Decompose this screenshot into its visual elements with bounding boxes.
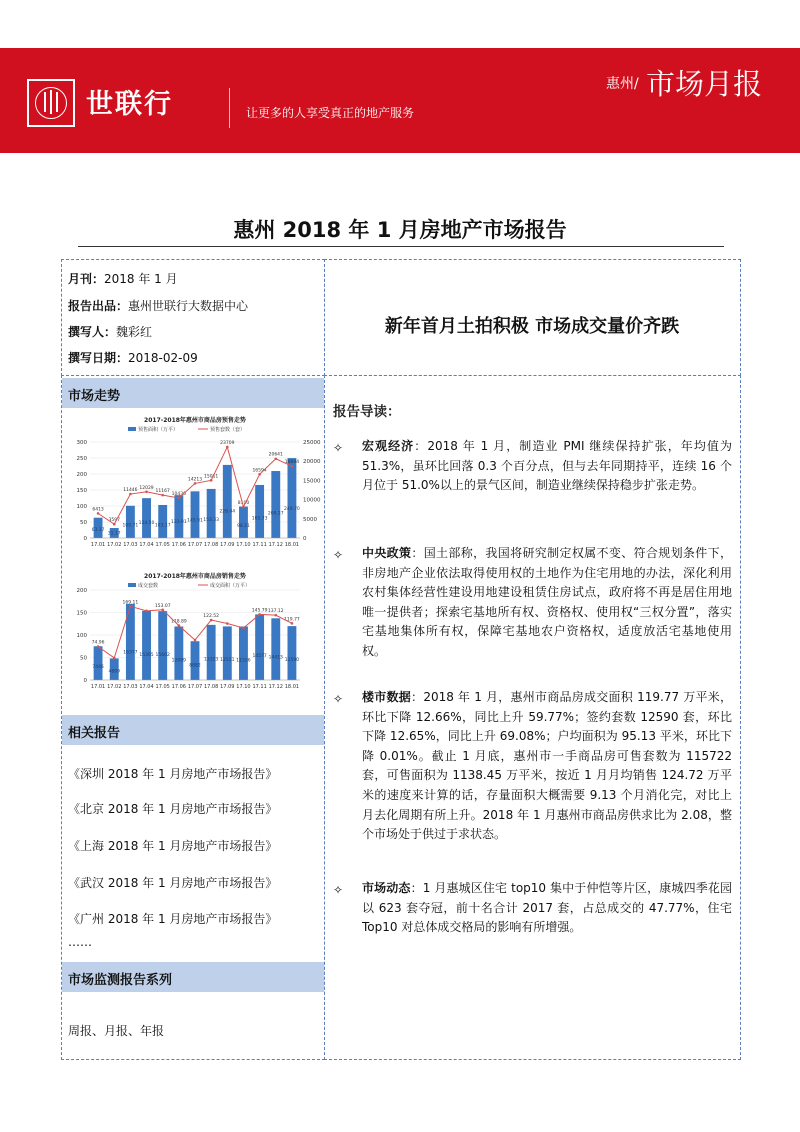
guide-item-data: 楼市数据：2018 年 1 月，惠州市商品房成交面积 119.77 万平米，环比下降 12.66%，同比上升 59.77%；签约套数 12590 套，环比下降 12.65%，同比上升 69.08%；户均面积为 95.13 平米，环比下降 0.01%。截止 1 月底，惠州市一手商品房可售套数为 115722 套，可售面积为 1138.45 万平米，按近 1 月月均销售 124.72 万平米的速度来计算的话，存量面积大概需要 9.13 个月消化完，对比上月去化周期有所上升。2018 年 1 月惠州市商品房供求比为 2.08，整个市场处于供过于求状态。 [362,690,732,842]
section-related: 相关报告 [62,715,324,745]
x-tick: 17.06 [171,542,187,548]
line-label: 11167 [155,489,170,495]
bar-label: 124.50 [138,521,155,527]
bar-label: 7446 [92,665,104,671]
line-point [97,645,100,648]
x-tick: 17.09 [220,684,235,690]
bar-label: 100.71 [122,523,139,529]
bar [158,611,167,680]
line-point [178,497,181,500]
line-point [291,465,294,468]
bar-label: 14413 [268,655,283,661]
report-type: 市场月报 [646,67,763,101]
line-point [226,622,229,625]
bar-label: 4899 [108,669,120,675]
line-point [194,482,197,485]
bar [239,626,248,680]
chart-title: 2017-2018年惠州市商品房销售走势 [144,573,246,580]
bullet-icon: ✧ [333,441,344,455]
bar-label: 165.73 [251,516,268,522]
bar [126,506,135,538]
line-label: 11446 [123,488,138,494]
legend-label: 预售套数（套） [210,427,246,433]
related-report-link[interactable]: 《北京 2018 年 1 月房地产市场报告》 [68,802,278,816]
y-right-tick: 5000 [303,516,317,523]
line-point [161,608,164,611]
x-tick: 17.12 [268,542,283,548]
line-point [97,512,100,515]
line-point [226,446,229,449]
bar [174,626,183,680]
report-city: 惠州/ [606,76,639,92]
bar [255,614,264,680]
x-tick: 18.01 [284,684,300,690]
line-label: 14213 [187,477,203,483]
bar [239,507,248,538]
line-label: 23709 [220,440,235,446]
bar [191,641,200,680]
bar [207,625,216,680]
x-tick: 17.11 [252,684,267,690]
x-tick: 17.01 [90,542,106,548]
author-line: 撰写人：魏彩红 [68,325,153,339]
guide-item-dynamics: 市场动态：1 月惠城区住宅 top10 集中于仲恺等片区，康城四季花园以 623 套夺冠，前十名合计 2017 套，占总成交的 47.77%，住宅 Top10 对总体成交格局的影响有所增强。 [362,881,732,935]
x-tick: 17.05 [155,542,170,548]
bar-label: 13323 [203,657,219,663]
bar-label: 249.70 [284,507,300,513]
title-divider [78,246,724,247]
y-left-tick: 50 [80,520,87,526]
guide-item-policy: 中央政策：国土部称，我国将研究制定权属不变、符合规划条件下，非房地产企业依法取得使用权的土地作为住宅用地的办法，深化利用农村集体经营性建设用地建设租赁住房试点，政府将不再是居住用地唯一提供者；探索宅基地所有权、资格权、使用权“三权分置”，落实宅基地集体所有权，保障宅基地农户资格权，适度放活宅基地使用权。 [362,546,732,658]
bar [287,626,296,680]
line-label: 118.89 [170,619,187,625]
line-point [113,523,116,526]
page-title: 惠州 2018 年 1 月房地产市场报告 [233,218,567,242]
line-point [274,614,277,617]
line-point [258,613,261,616]
x-tick: 17.05 [155,684,170,690]
brand-logo-icon [27,79,75,127]
line-point [274,457,277,460]
y-left-tick: 300 [76,440,87,446]
x-tick: 17.01 [90,684,106,690]
x-tick: 17.06 [171,684,187,690]
x-tick: 17.03 [123,542,138,548]
line-label: 12029 [139,485,154,491]
bar [191,491,200,538]
bar-label: 145.91 [187,518,203,524]
line-label: 122.52 [203,614,220,620]
bar-label: 228.44 [219,509,236,515]
related-report-link[interactable]: 《上海 2018 年 1 月房地产市场报告》 [68,839,278,853]
x-tick: 17.04 [139,684,154,690]
line-label: 153.07 [154,603,171,609]
y-left-tick: 250 [76,456,87,462]
y-right-tick: 15000 [303,478,321,485]
bar [223,626,232,680]
bar-label: 14577 [252,654,267,660]
section-series: 市场监测报告系列 [62,962,324,992]
date-line: 撰写日期：2018-02-09 [68,351,198,365]
line-label: 6413 [92,507,104,513]
bar-label: 12089 [171,658,187,664]
bar [271,471,280,538]
x-tick: 17.09 [220,542,235,548]
bar-label: 209.27 [267,511,284,517]
bar-label: 103.17 [154,523,171,529]
producer-line: 报告出品：惠州世联行大数据中心 [68,299,249,313]
legend-swatch [128,583,136,587]
x-tick: 17.03 [123,684,138,690]
line-point [129,605,132,608]
section-market-trend: 市场走势 [62,378,324,408]
bar [207,489,216,538]
y-left-tick: 0 [83,678,87,684]
bar [287,458,296,538]
presale-chart-svg [64,414,322,554]
x-tick: 17.07 [187,542,203,548]
line-label: 10430 [171,491,187,497]
legend-swatch [128,427,136,431]
related-report-link[interactable]: 《深圳 2018 年 1 月房地产市场报告》 [68,767,278,781]
bar-label: 15365 [139,652,154,658]
bar [158,505,167,538]
line-label: 8100 [237,500,250,506]
line-label: 145.79 [251,608,268,614]
line-label: 119.77 [284,617,300,623]
line-label: 169.11 [122,600,139,606]
bar [94,646,103,680]
bar [223,465,232,538]
line-point [113,657,116,660]
legend-label: 预售面积（万平） [138,427,179,433]
line-point [291,622,294,625]
headline: 新年首月土拍积极 市场成交量价齐跌 [384,316,680,337]
related-report-link[interactable]: 《广州 2018 年 1 月房地产市场报告》 [68,912,278,926]
bar [142,611,151,680]
bar [174,495,183,538]
x-tick: 17.04 [139,542,154,548]
bar [142,498,151,538]
y-left-tick: 150 [76,610,87,617]
line-label: 74.96 [91,640,105,646]
bar-label: 98.21 [237,524,250,530]
guide-title: 报告导读： [333,404,401,420]
x-tick: 17.08 [203,684,219,690]
x-tick: 17.02 [107,684,122,690]
line-label: 137.12 [267,609,284,615]
bar-label: 63.37 [91,527,105,533]
line-point [129,493,132,496]
line-label: 16594 [252,468,267,474]
bullet-icon: ✧ [333,692,344,706]
bar-label: 12551 [220,658,235,664]
related-more: …… [68,935,92,949]
line-label: 18694 [284,460,300,466]
y-right-tick: 25000 [303,440,321,446]
line-point [258,473,261,476]
x-tick: 17.02 [107,542,122,548]
y-left-tick: 150 [76,488,87,494]
line-point [145,491,148,494]
line-point [242,627,245,630]
bar-label: 8882 [189,663,201,669]
y-left-tick: 100 [76,633,87,639]
presale-chart [64,414,322,558]
line-label: 20641 [268,452,283,458]
sales-chart-svg [64,570,322,700]
bar-label: 133.91 [170,520,187,526]
series-text: 周报、月报、年报 [68,1024,165,1038]
line-point [145,610,148,613]
bar-label: 31.17 [107,531,121,537]
bar-label: 15602 [155,652,170,658]
issue-line: 月刊：2018 年 1 月 [68,272,178,286]
x-tick: 18.01 [284,542,300,548]
line-point [242,506,245,509]
sales-chart [64,570,322,704]
bar-label: 153.33 [203,517,220,523]
line-point [178,624,181,627]
y-left-tick: 100 [76,504,87,510]
y-right-tick: 20000 [303,459,321,466]
y-left-tick: 200 [76,588,87,594]
bar [255,485,264,538]
y-right-tick: 0 [303,536,307,542]
line-label: 15011 [203,474,219,480]
related-report-link[interactable]: 《武汉 2018 年 1 月房地产市场报告》 [68,876,278,890]
x-tick: 17.10 [236,684,251,690]
x-tick: 17.07 [187,684,203,690]
line-point [161,494,164,497]
guide-item-macro: 宏观经济：2018 年 1 月，制造业 PMI 继续保持扩张，年均值为 51.3%，虽环比回落 0.3 个百分点，但与去年同期持平，连续 16 个月位于 51.0%以上的景气区间，制造业继续保持稳步扩张走势。 [362,439,732,493]
line-point [194,639,197,642]
brand-slogan: 让更多的人享受真正的地产服务 [246,106,415,120]
x-tick: 17.08 [203,542,219,548]
line-point [210,619,213,622]
x-tick: 17.11 [252,542,267,548]
brand-name: 世联行 [86,89,173,120]
y-left-tick: 0 [83,536,87,542]
line-point [210,479,213,482]
x-tick: 17.12 [268,684,283,690]
bullet-icon: ✧ [333,883,344,897]
y-right-tick: 10000 [303,497,321,504]
y-left-tick: 50 [80,655,87,662]
x-tick: 17.10 [236,542,251,548]
chart-title: 2017-2018年惠州市商品房预售走势 [144,417,246,424]
bar-label: 16377 [123,650,138,656]
bar-label: 12590 [284,658,300,664]
line-label: 3597 [108,518,120,524]
legend-label: 成交套数 [138,583,159,589]
y-left-tick: 200 [76,472,87,478]
bar-label: 11556 [236,658,251,664]
bar [271,618,280,680]
header-divider [229,88,230,128]
legend-label: 成交面积（万平） [210,583,251,589]
bullet-icon: ✧ [333,548,344,562]
